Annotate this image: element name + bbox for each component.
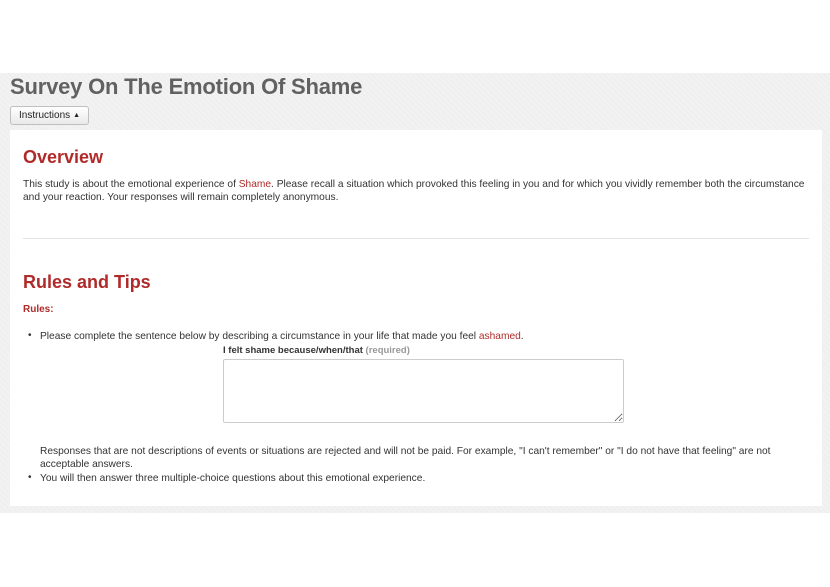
rejection-note: Responses that are not descriptions of events or situations are rejected and will not be paid. For example, "I can't remember" or "I do not have that feeling" are not acceptable answers. (40, 446, 771, 470)
rules-label: Rules: (23, 304, 54, 315)
instructions-button-label: Instructions (19, 110, 71, 121)
section-divider (23, 238, 809, 239)
answer-field-label (223, 345, 410, 356)
bullet-icon: • (28, 472, 32, 483)
rule1-text-end: . (520, 331, 524, 342)
overview-text-end: . Please recall a situation which provoked this feeling in you and for which you vividly remember both the circumstance and your reaction. Your responses will remain completely anonymous. (23, 179, 805, 203)
rule-multiple-choice: You will then answer three multiple-choice questions about this emotional experience. (40, 473, 426, 484)
overview-text-start: This study is about the emotional experience of (23, 179, 239, 190)
shame-description-textarea[interactable] (223, 359, 624, 423)
answer-field-label-text: I felt shame because/when/that (223, 345, 363, 356)
page-title: Survey On The Emotion Of Shame (10, 74, 363, 99)
emotion-highlight: Shame (238, 179, 272, 190)
rule1-text-start: Please complete the sentence below by describing a circumstance in your life that made you feel (40, 331, 479, 342)
overview-heading: Overview (23, 147, 104, 167)
caret-up-icon: ▲ (73, 112, 81, 119)
instructions-panel (10, 130, 822, 506)
required-indicator: (required) (365, 345, 410, 356)
rules-tips-heading: Rules and Tips (23, 272, 151, 292)
overview-text (23, 178, 808, 204)
rule-complete-sentence (40, 330, 524, 343)
rule1-emotion-highlight: ashamed (478, 331, 521, 342)
instructions-toggle-button[interactable] (10, 106, 89, 125)
bullet-icon: • (28, 330, 32, 341)
